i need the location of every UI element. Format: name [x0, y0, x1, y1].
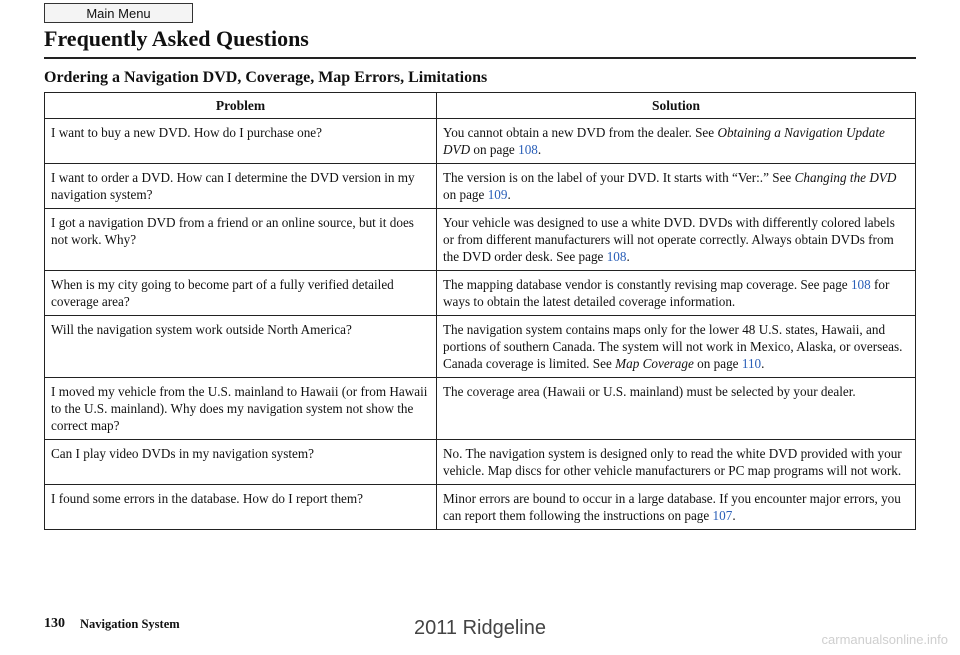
section-reference: Obtaining a Navigation Update DVD	[443, 125, 885, 157]
section-reference: Map Coverage	[615, 356, 694, 371]
page-reference-link[interactable]: 109	[487, 187, 508, 202]
page-reference-link[interactable]: 108	[518, 142, 538, 157]
solution-cell	[437, 209, 916, 271]
section-reference: Changing the DVD	[794, 170, 897, 185]
page-title: Frequently Asked Questions	[44, 26, 309, 51]
problem-cell: I got a navigation DVD from a friend or an online source, but it does not work. Why?	[45, 209, 437, 271]
table-header-row	[45, 93, 916, 119]
solution-cell	[437, 271, 916, 316]
solution-text: on page	[443, 187, 488, 202]
solution-text: Minor errors are bound to occur in a large database. If you encounter major errors, you can report them following the instructions on page	[443, 491, 901, 523]
problem-cell: I want to order a DVD. How can I determine the DVD version in my navigation system?	[45, 164, 437, 209]
solution-text: .	[761, 356, 765, 371]
solution-cell	[437, 440, 916, 485]
solution-text: You cannot obtain a new DVD from the dealer. See	[443, 125, 718, 140]
watermark-text: 2011 Ridgeline	[414, 617, 546, 639]
solution-text: The mapping database vendor is constantly revising map coverage. See page	[443, 277, 851, 292]
solution-cell	[437, 378, 916, 440]
faq-table-body	[45, 119, 916, 530]
solution-cell	[437, 164, 916, 209]
solution-text: for ways to obtain the latest detailed coverage information.	[443, 277, 890, 309]
main-menu-button[interactable]: Main Menu	[44, 3, 193, 23]
solution-text: Your vehicle was designed to use a white DVD. DVDs with differently colored labels or from different manufacturers will not operate correctly. Always obtain DVDs from the DVD order desk. See page	[443, 215, 895, 264]
solution-cell	[437, 485, 916, 530]
solution-text: .	[507, 187, 511, 202]
site-watermark: carmanualsonline.info	[821, 632, 948, 647]
problem-cell: I found some errors in the database. How do I report them?	[45, 485, 437, 530]
problem-cell: Will the navigation system work outside North America?	[45, 316, 437, 378]
problem-cell: When is my city going to become part of a fully verified detailed coverage area?	[45, 271, 437, 316]
solution-text: on page	[693, 356, 742, 371]
table-row	[45, 316, 916, 378]
problem-cell: I want to buy a new DVD. How do I purchase one?	[45, 119, 437, 164]
page-reference-link[interactable]: 107	[712, 508, 733, 523]
solution-text: .	[732, 508, 736, 523]
table-row	[45, 119, 916, 164]
page-reference-link[interactable]: 108	[606, 249, 627, 264]
faq-table	[44, 92, 916, 530]
header-solution: Solution	[437, 93, 916, 119]
solution-text: .	[537, 142, 542, 157]
solution-text: The coverage area (Hawaii or U.S. mainland) must be selected by your dealer.	[443, 384, 856, 399]
table-row	[45, 440, 916, 485]
title-divider	[44, 57, 916, 59]
table-row	[45, 209, 916, 271]
table-row	[45, 271, 916, 316]
solution-text: on page	[470, 142, 519, 157]
problem-cell: Can I play video DVDs in my navigation system?	[45, 440, 437, 485]
page-reference-link[interactable]: 110	[741, 356, 762, 371]
page-number: 130	[44, 616, 65, 631]
page-reference-link[interactable]: 108	[850, 277, 871, 292]
solution-text: The version is on the label of your DVD. It starts with “Ver:.” See	[443, 170, 795, 185]
section-title: Ordering a Navigation DVD, Coverage, Map Errors, Limitations	[44, 69, 488, 86]
table-row	[45, 378, 916, 440]
solution-text: No. The navigation system is designed only to read the white DVD provided with your vehicle. Map discs for other vehicle manufacturers or PC map programs will not work.	[443, 446, 902, 478]
solution-cell	[437, 119, 916, 164]
solution-cell	[437, 316, 916, 378]
problem-cell: I moved my vehicle from the U.S. mainland to Hawaii (or from Hawaii to the U.S. mainland). Why does my navigation system not show the correct map?	[45, 378, 437, 440]
table-row	[45, 164, 916, 209]
table-row	[45, 485, 916, 530]
solution-text: .	[626, 249, 630, 264]
solution-text: The navigation system contains maps only for the lower 48 U.S. states, Hawaii, and portions of southern Canada. The system will not work in Mexico, Alaska, or overseas. Canada coverage is limited. See	[443, 322, 903, 371]
header-problem: Problem	[45, 93, 437, 119]
footer-section-label: Navigation System	[80, 617, 180, 631]
